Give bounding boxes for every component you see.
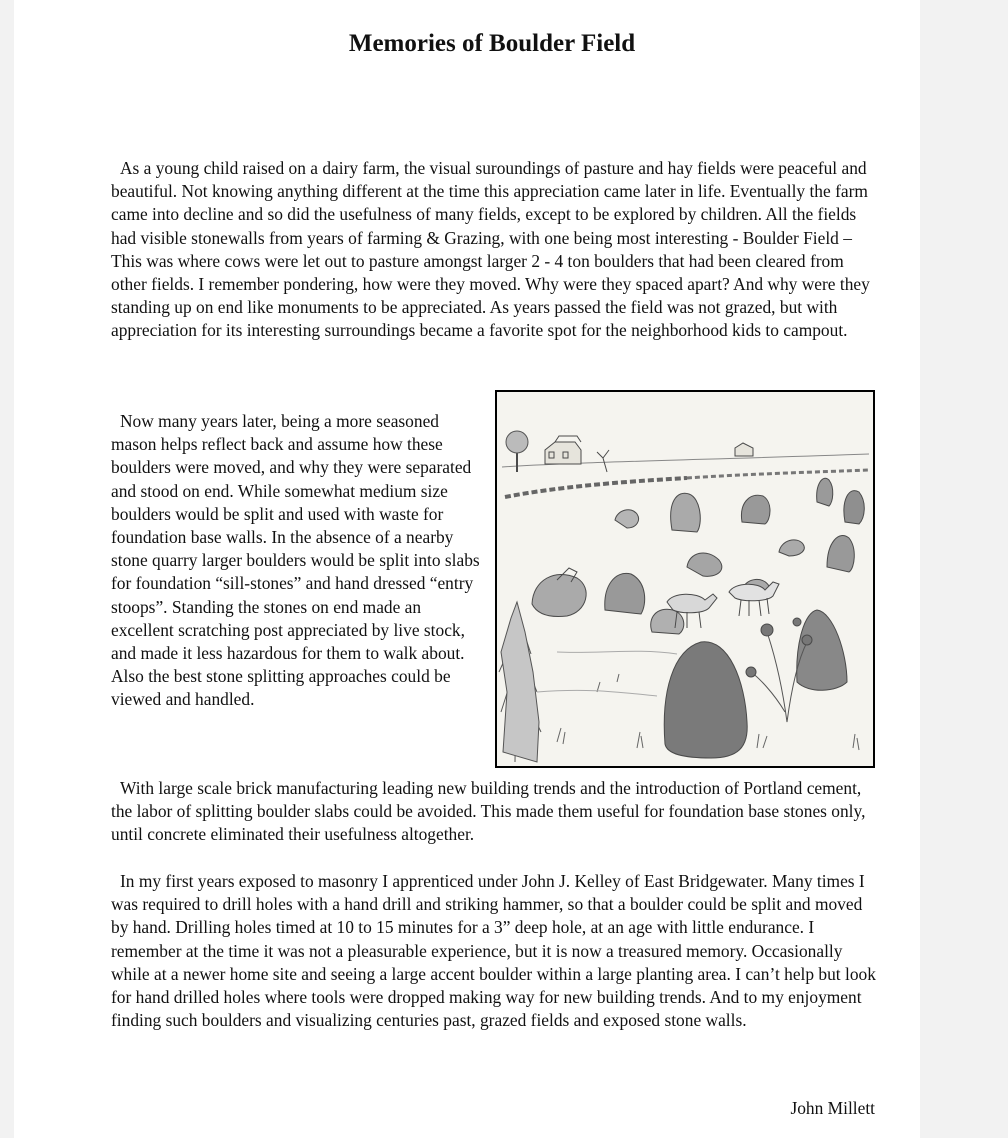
paragraph-3: [111, 777, 879, 847]
author-signature: John Millett: [790, 1098, 875, 1118]
paragraph-2: [111, 410, 483, 712]
paragraph-3-text: With large scale brick manufacturing leading new building trends and the introduction of Portland cement, the labor of splitting boulder slabs could be avoided. This made them useful for foundation base stones only, until concrete eliminated their usefulness altogether.: [111, 778, 866, 845]
paragraph-4: [111, 870, 879, 1032]
boulder-field-sketch: [495, 390, 875, 768]
paragraph-1-text: As a young child raised on a dairy farm, the visual suroundings of pasture and hay fields were peaceful and beautiful. Not knowing anything different at the time this appreciation came later in life. Eventually the farm came into decline and so did the usefulness of many fields, except to be explored by children. All the fields had visible stonewalls from years of farming & Grazing, with one being most interesting - Boulder Field – This was where cows were let out to pasture amongst larger 2 - 4 ton boulders that had been cleared from other fields. I remember pondering, how were they moved. Why were they spaced apart? And why were they standing up on end like monuments to be appreciated. As years passed the field was not grazed, but with appreciation for its interesting surroundings became a favorite spot for the neighborhood kids to campout.: [111, 158, 870, 341]
paragraph-2-text: Now many years later, being a more seasoned mason helps reflect back and assume how these boulders were moved, and why they were separated and stood on end. While somewhat medium size boulders would be split and used with waste for foundation base walls. In the absence of a nearby stone quarry larger boulders would be split into slabs for foundation “sill-stones” and hand dressed “entry stoops”. Standing the stones on end made an excellent scratching post appreciated by live stock, and made it less hazardous for them to walk about. Also the best stone splitting approaches could be viewed and handled.: [111, 411, 480, 710]
paragraph-4-text: In my first years exposed to masonry I apprenticed under John J. Kelley of East Bridgewater. Many times I was required to drill holes with a hand drill and striking hammer, so that a boulder could be split and moved by hand. Drilling holes timed at 10 to 15 minutes for a 3” deep hole, at an age with little endurance. I remember at the time it was not a pleasurable experience, but it is now a treasured memory. Occasionally while at a newer home site and seeing a large accent boulder within a large planting area. I can’t help but look for hand drilled holes where tools were dropped making way for new building trends. And to my enjoyment finding such boulders and visualizing centuries past, grazed fields and exposed stone walls.: [111, 871, 876, 1031]
page-title: Memories of Boulder Field: [348, 30, 636, 57]
paragraph-1: [111, 157, 879, 343]
sketch-drawing: [497, 392, 873, 766]
